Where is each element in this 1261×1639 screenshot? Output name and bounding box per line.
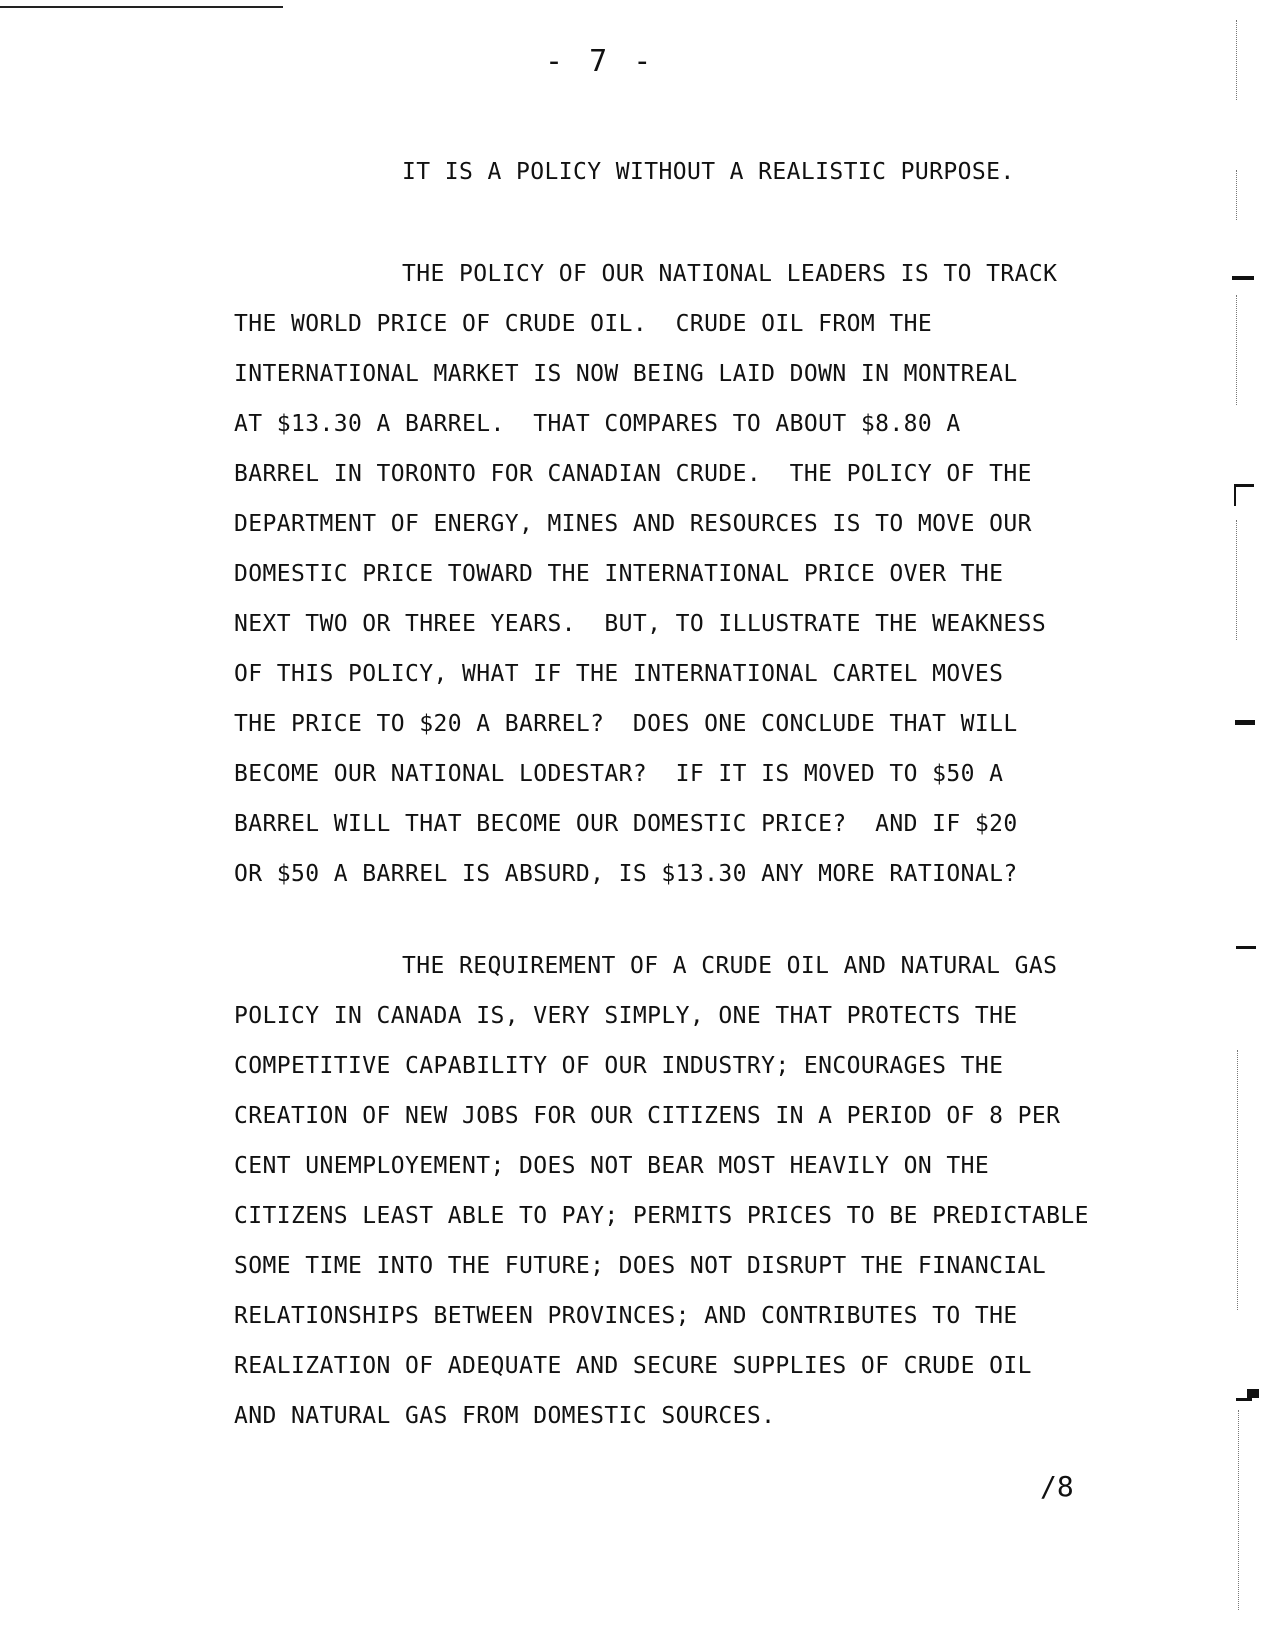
scan-dots xyxy=(1236,295,1238,405)
scan-mark xyxy=(1236,1398,1252,1401)
paragraph-line: RELATIONSHIPS BETWEEN PROVINCES; AND CONTRIBUTES TO THE xyxy=(234,1303,1018,1329)
scan-mark xyxy=(1247,1389,1259,1398)
scan-mark xyxy=(1235,720,1255,725)
paragraph-line: SOME TIME INTO THE FUTURE; DOES NOT DISRUPT THE FINANCIAL xyxy=(234,1253,1047,1279)
paragraph-line: DEPARTMENT OF ENERGY, MINES AND RESOURCES IS TO MOVE OUR xyxy=(234,511,1032,537)
paragraph-line: NEXT TWO OR THREE YEARS. BUT, TO ILLUSTRATE THE WEAKNESS xyxy=(234,611,1047,637)
paragraph-line: THE PRICE TO $20 A BARREL? DOES ONE CONCLUDE THAT WILL xyxy=(234,711,1018,737)
paragraph-line: POLICY IN CANADA IS, VERY SIMPLY, ONE THAT PROTECTS THE xyxy=(234,1003,1018,1029)
scan-dots xyxy=(1236,520,1238,640)
paragraph-line: INTERNATIONAL MARKET IS NOW BEING LAID DOWN IN MONTREAL xyxy=(234,361,1018,387)
paragraph-line: THE POLICY OF OUR NATIONAL LEADERS IS TO TRACK xyxy=(402,261,1058,287)
paragraph-line: AND NATURAL GAS FROM DOMESTIC SOURCES. xyxy=(234,1403,776,1429)
scan-dots xyxy=(1236,170,1238,220)
page-number: - 7 - xyxy=(545,44,656,79)
paragraph-line: CITIZENS LEAST ABLE TO PAY; PERMITS PRICES TO BE PREDICTABLE xyxy=(234,1203,1089,1229)
scan-mark xyxy=(1234,484,1236,506)
paragraph-line: IT IS A POLICY WITHOUT A REALISTIC PURPOSE. xyxy=(402,159,1015,185)
paragraph-line: THE REQUIREMENT OF A CRUDE OIL AND NATURAL GAS xyxy=(402,953,1058,979)
paragraph-line: CREATION OF NEW JOBS FOR OUR CITIZENS IN A PERIOD OF 8 PER xyxy=(234,1103,1061,1129)
paragraph-line: AT $13.30 A BARREL. THAT COMPARES TO ABOUT $8.80 A xyxy=(234,411,961,437)
paragraph-line: OF THIS POLICY, WHAT IF THE INTERNATIONAL CARTEL MOVES xyxy=(234,661,1004,687)
paragraph-line: COMPETITIVE CAPABILITY OF OUR INDUSTRY; ENCOURAGES THE xyxy=(234,1053,1004,1079)
top-scan-rule xyxy=(0,6,283,8)
scan-mark xyxy=(1236,946,1256,949)
paragraph-line: DOMESTIC PRICE TOWARD THE INTERNATIONAL PRICE OVER THE xyxy=(234,561,1004,587)
paragraph-line: BARREL IN TORONTO FOR CANADIAN CRUDE. THE POLICY OF THE xyxy=(234,461,1032,487)
paragraph-line: THE WORLD PRICE OF CRUDE OIL. CRUDE OIL FROM THE xyxy=(234,311,933,337)
scan-mark xyxy=(1234,484,1254,487)
scan-mark xyxy=(1232,276,1254,280)
paragraph-line: BARREL WILL THAT BECOME OUR DOMESTIC PRICE? AND IF $20 xyxy=(234,811,1018,837)
continuation-marker: /8 xyxy=(1040,1470,1074,1503)
paragraph-line: OR $50 A BARREL IS ABSURD, IS $13.30 ANY MORE RATIONAL? xyxy=(234,861,1018,887)
paragraph-line: REALIZATION OF ADEQUATE AND SECURE SUPPLIES OF CRUDE OIL xyxy=(234,1353,1032,1379)
paragraph-line: CENT UNEMPLOYEMENT; DOES NOT BEAR MOST HEAVILY ON THE xyxy=(234,1153,990,1179)
scan-dots xyxy=(1236,20,1238,100)
scan-dots xyxy=(1237,1050,1239,1310)
paragraph-line: BECOME OUR NATIONAL LODESTAR? IF IT IS MOVED TO $50 A xyxy=(234,761,1004,787)
scan-dots xyxy=(1238,1410,1240,1610)
